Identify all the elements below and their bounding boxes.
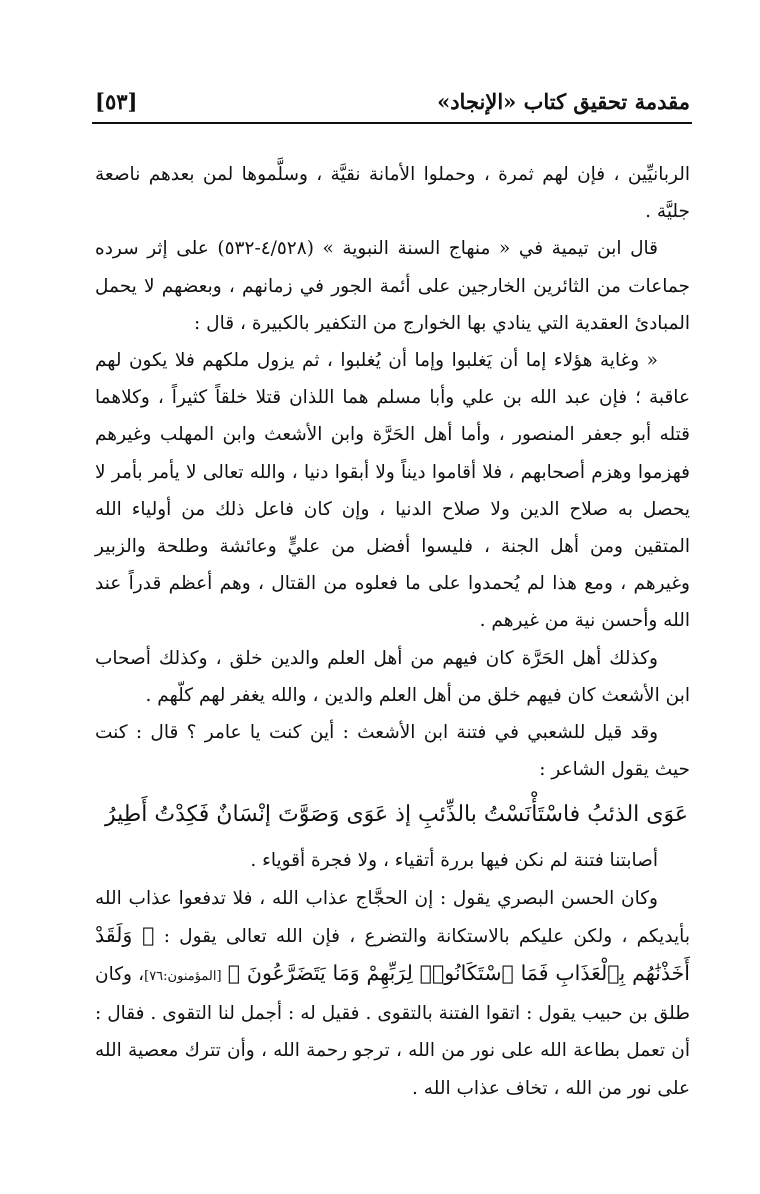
hasan-text-before: وكان الحسن البصري يقول : إن الحجَّاج عذاب الله ، فلا تدفعوا عذاب الله بأيديكم ، ولكن عليكم بالاستكانة والتضرع ، فإن الله تعالى يقول :: [95, 887, 690, 947]
poem-second-hemistich: وَصَوَّتَ إنْسَانٌ فَكِدْتُ أَطِيرُ: [105, 802, 340, 828]
hasan-paragraph: [95, 880, 690, 1107]
poem-first-hemistich: عَوَى الذئبُ فاسْتَأْنَسْتُ بالذِّئبِ إذ عَوَى: [346, 802, 688, 828]
page-body: [95, 156, 690, 1107]
verse-reference: [المؤمنون:٧٦]: [144, 969, 222, 985]
after-poem-line: أصابتنا فتنة لم نكن فيها بررة أتقياء ، ولا فجرة أقوياء .: [250, 850, 658, 872]
paragraph-1: الربانيِّين ، فإن لهم ثمرة ، وحملوا الأمانة نقيَّة ، وسلَّموها لمن بعدهم ناصعة جليَّة .: [95, 164, 690, 223]
running-title: مقدمة تحقيق كتاب «الإنجاد»: [437, 88, 690, 114]
quote-paragraph: « وغاية هؤلاء إما أن يَغلبوا وإما أن يُغلبوا ، ثم يزول ملكهم فلا يكون لهم عاقبة ؛ فإن عبد الله بن علي وأبا مسلم هما اللذان قتلا خلقاً كثيراً ، وكلاهما قتله أبو جعفر المنصور ، وأما أهل الحَرَّة وابن الأشعث وابن المهلب وغيرهم فهزموا وهزم أصحابهم ، فلا أقاموا ديناً ولا أبقوا دنيا ، والله تعالى لا يأمر بأمر لا يحصل به صلاح الدين ولا صلاح الدنيا ، وإن كان فاعل ذلك من أولياء الله المتقين ومن أهل الجنة ، فليسوا أفضل من عليٍّ وعائشة وطلحة والزبير وغيرهم ، ومع هذا لم يُحمدوا على ما فعلوه من القتال ، وهم أعظم قدراً عند الله وأحسن نية من غيرهم .: [95, 350, 690, 632]
page-number: [٥٣]: [95, 88, 138, 114]
poem-verse: [95, 794, 690, 836]
hasan-text-after: ، وكان طلق بن حبيب يقول : اتقوا الفتنة بالتقوى . فقيل له : أجمل لنا التقوى . فقال : أن تعمل بطاعة الله على نور من الله ، ترجو رحمة الله ، وأن تترك معصية الله على نور من الله ، تخاف عذاب الله .: [95, 964, 690, 1099]
paragraph-2: قال ابن تيمية في « منهاج السنة النبوية » (٤/٥٢٨-٥٣٢) على إثر سرده جماعات من الثائرين الخارجين على أئمة الجور في زمانهم ، وبعضهم لا يحمل المبادئ العقدية التي ينادي بها الخوارج من التكفير بالكبيرة ، قال :: [95, 238, 690, 334]
paragraph-4: وكذلك أهل الحَرَّة كان فيهم من أهل العلم والدين خلق ، وكذلك أصحاب ابن الأشعث كان فيهم خلق من أهل العلم والدين ، والله يغفر لهم كلّهم .: [95, 647, 690, 706]
page-header: [95, 84, 690, 118]
header-rule: [92, 122, 692, 124]
quran-verse: ﴿ وَلَقَدْ أَخَذْنَٰهُم بِٱلْعَذَابِ فَمَا ٱسْتَكَانُوا۟ لِرَبِّهِمْ وَمَا يَتَضَرَّعُونَ ﴾: [95, 922, 690, 986]
paragraph-5: وقد قيل للشعبي في فتنة ابن الأشعث : أين كنت يا عامر ؟ قال : كنت حيث يقول الشاعر :: [95, 722, 690, 781]
